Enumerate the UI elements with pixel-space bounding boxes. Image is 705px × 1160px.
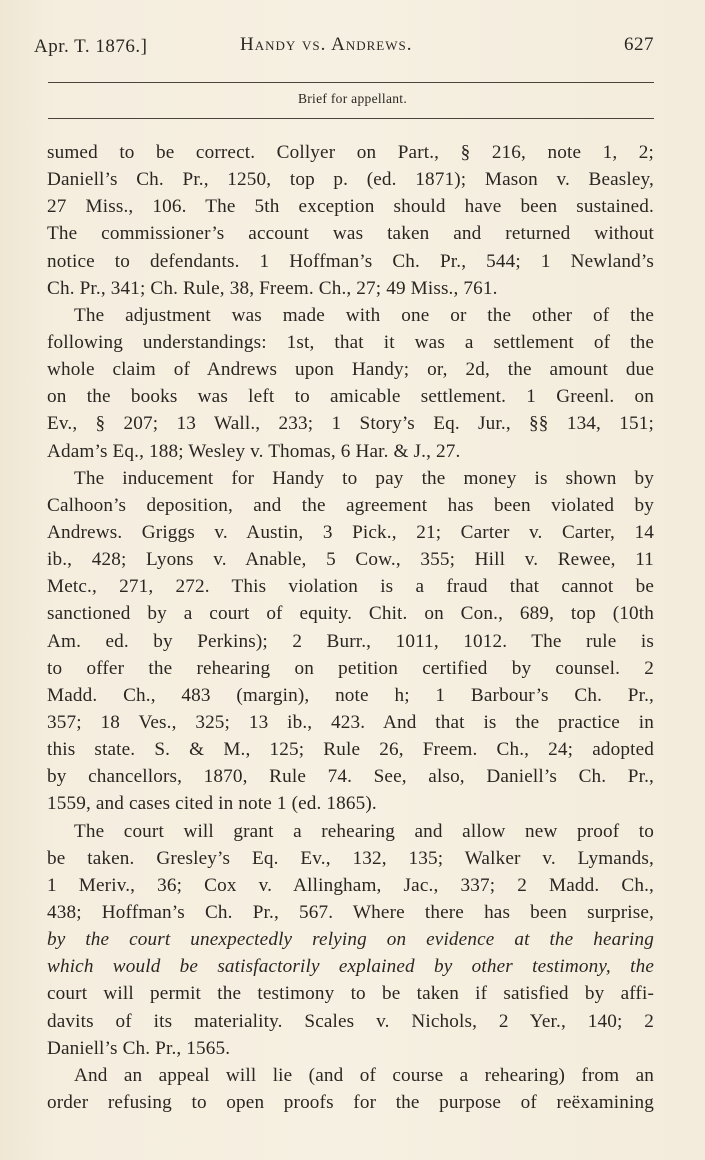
text-line: Daniell’s Ch. Pr., 1565.: [47, 1037, 231, 1059]
text-line: this state. S. & M., 125; Rule 26, Freem. Ch., 24; adopted: [47, 739, 654, 761]
page-number: 627: [624, 34, 654, 55]
text-line: The court will grant a rehearing and allow new proof to: [74, 820, 654, 842]
text-line: Metc., 271, 272. This violation is a fraud that cannot be: [47, 576, 654, 598]
top-rule: [48, 82, 654, 83]
text-line: Adam’s Eq., 188; Wesley v. Thomas, 6 Har. & J., 27.: [47, 440, 461, 462]
running-head: [34, 34, 654, 64]
text-line: 438; Hoffman’s Ch. Pr., 567. Where there has been surprise,: [47, 901, 654, 923]
text-line: court will permit the testimony to be taken if satisfied by affi-: [47, 983, 654, 1005]
subheading: Brief for appellant.: [297, 91, 408, 106]
term-label: Apr. T. 1876.]: [34, 36, 148, 57]
text-line: on the books was left to amicable settlement. 1 Greenl. on: [47, 386, 654, 408]
text-line: sanctioned by a court of equity. Chit. on Con., 689, top (10th: [47, 603, 654, 625]
text-line: following understandings: 1st, that it was a settlement of the: [47, 331, 654, 353]
text-line: to offer the rehearing on petition certified by counsel. 2: [47, 657, 654, 679]
text-line: 1 Meriv., 36; Cox v. Allingham, Jac., 337; 2 Madd. Ch.,: [47, 874, 654, 896]
text-line: The adjustment was made with one or the other of the: [74, 304, 654, 326]
text-line: sumed to be correct. Collyer on Part., § 216, note 1, 2;: [47, 142, 654, 163]
text-line: Ch. Pr., 341; Ch. Rule, 38, Freem. Ch., 27; 49 Miss., 761.: [47, 277, 498, 299]
text-line: be taken. Gresley’s Eq. Ev., 132, 135; Walker v. Lymands,: [47, 847, 654, 869]
text-line: order refusing to open proofs for the purpose of reëxamining: [47, 1091, 654, 1113]
text-line: Ev., § 207; 13 Wall., 233; 1 Story’s Eq. Jur., §§ 134, 151;: [47, 413, 654, 435]
text-line: Am. ed. by Perkins); 2 Burr., 1011, 1012. The rule is: [47, 630, 654, 652]
case-title: Handy vs. Andrews.: [240, 34, 413, 55]
text-line: whole claim of Andrews upon Handy; or, 2d, the amount due: [47, 359, 654, 381]
text-line: 27 Miss., 106. The 5th exception should have been sustained.: [47, 196, 654, 218]
text-line: Madd. Ch., 483 (margin), note h; 1 Barbour’s Ch. Pr.,: [47, 684, 654, 706]
body-text: [47, 139, 654, 1116]
text-line: by the court unexpectedly relying on evidence at the hearing: [47, 929, 654, 951]
text-line: notice to defendants. 1 Hoffman’s Ch. Pr., 544; 1 Newland’s: [47, 250, 654, 272]
text-line: The inducement for Handy to pay the money is shown by: [74, 467, 654, 489]
text-line: by chancellors, 1870, Rule 74. See, also, Daniell’s Ch. Pr.,: [47, 766, 654, 788]
bottom-rule: [48, 118, 654, 119]
text-line: davits of its materiality. Scales v. Nichols, 2 Yer., 140; 2: [47, 1010, 654, 1032]
text-line: The commissioner’s account was taken and returned without: [47, 223, 654, 245]
text-line: 1559, and cases cited in note 1 (ed. 1865).: [47, 793, 377, 815]
text-line: And an appeal will lie (and of course a rehearing) from an: [74, 1064, 654, 1086]
text-line: Daniell’s Ch. Pr., 1250, top p. (ed. 1871); Mason v. Beasley,: [47, 169, 654, 191]
text-line: ib., 428; Lyons v. Anable, 5 Cow., 355; Hill v. Rewee, 11: [47, 549, 654, 571]
text-line: Calhoon’s deposition, and the agreement has been violated by: [47, 494, 654, 516]
text-line: 357; 18 Ves., 325; 13 ib., 423. And that is the practice in: [47, 711, 654, 733]
text-line: which would be satisfactorily explained by other testimony, the: [47, 956, 654, 978]
text-line: Andrews. Griggs v. Austin, 3 Pick., 21; Carter v. Carter, 14: [47, 521, 654, 543]
